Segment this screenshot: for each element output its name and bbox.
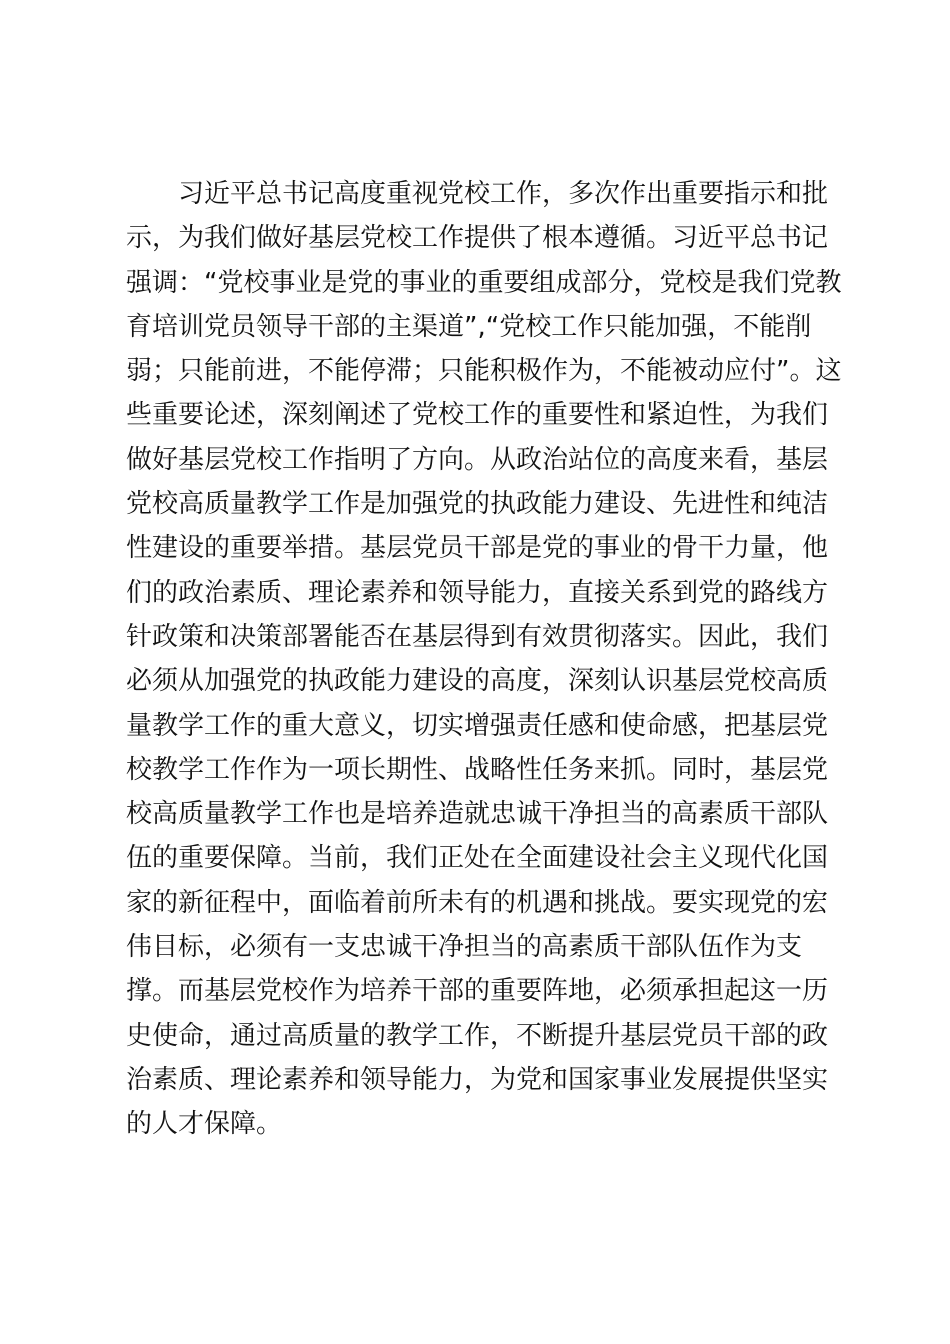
paragraph-line: 党校高质量教学工作是加强党的执政能力建设、先进性和纯洁 [126,489,829,520]
paragraph-line: 家的新征程中，面临着前所未有的机遇和挑战。要实现党的宏 [126,887,829,918]
paragraph-line: 伟目标，必须有一支忠诚干净担当的高素质干部队伍作为支 [126,932,803,963]
paragraph-line: 些重要论述，深刻阐述了党校工作的重要性和紧迫性，为我们 [126,400,829,431]
paragraph-line: 育培训党员领导干部的主渠道”,“党校工作只能加强，不能削 [126,311,812,342]
paragraph-line: 示，为我们做好基层党校工作提供了根本遵循。习近平总书记 [126,223,829,254]
paragraph-line: 强调：“党校事业是党的事业的重要组成部分，党校是我们党教 [126,267,842,298]
paragraph-line: 必须从加强党的执政能力建设的高度，深刻认识基层党校高质 [126,666,829,697]
paragraph-line: 量教学工作的重大意义，切实增强责任感和使命感，把基层党 [126,710,829,741]
paragraph-line: 们的政治素质、理论素养和领导能力，直接关系到党的路线方 [126,577,829,608]
paragraph-line: 弱；只能前进，不能停滞；只能积极作为，不能被动应付”。这 [126,356,842,387]
paragraph-line: 的人才保障。 [126,1109,283,1140]
body-paragraph [126,172,842,1147]
paragraph-line: 伍的重要保障。当前，我们正处在全面建设社会主义现代化国 [126,843,829,874]
paragraph-line: 习近平总书记高度重视党校工作，多次作出重要指示和批 [178,179,829,209]
paragraph-line: 治素质、理论素养和领导能力，为党和国家事业发展提供坚实 [126,1064,829,1095]
paragraph-line: 史使命，通过高质量的教学工作，不断提升基层党员干部的政 [126,1020,829,1051]
paragraph-line: 撑。而基层党校作为培养干部的重要阵地，必须承担起这一历 [126,976,829,1007]
paragraph-line: 校高质量教学工作也是培养造就忠诚干净担当的高素质干部队 [126,799,829,830]
paragraph-line: 性建设的重要举措。基层党员干部是党的事业的骨干力量，他 [126,533,829,564]
paragraph-line: 做好基层党校工作指明了方向。从政治站位的高度来看，基层 [126,444,829,475]
paragraph-line: 针政策和决策部署能否在基层得到有效贯彻落实。因此，我们 [126,621,829,652]
paragraph-line: 校教学工作作为一项长期性、战略性任务来抓。同时，基层党 [126,754,829,785]
